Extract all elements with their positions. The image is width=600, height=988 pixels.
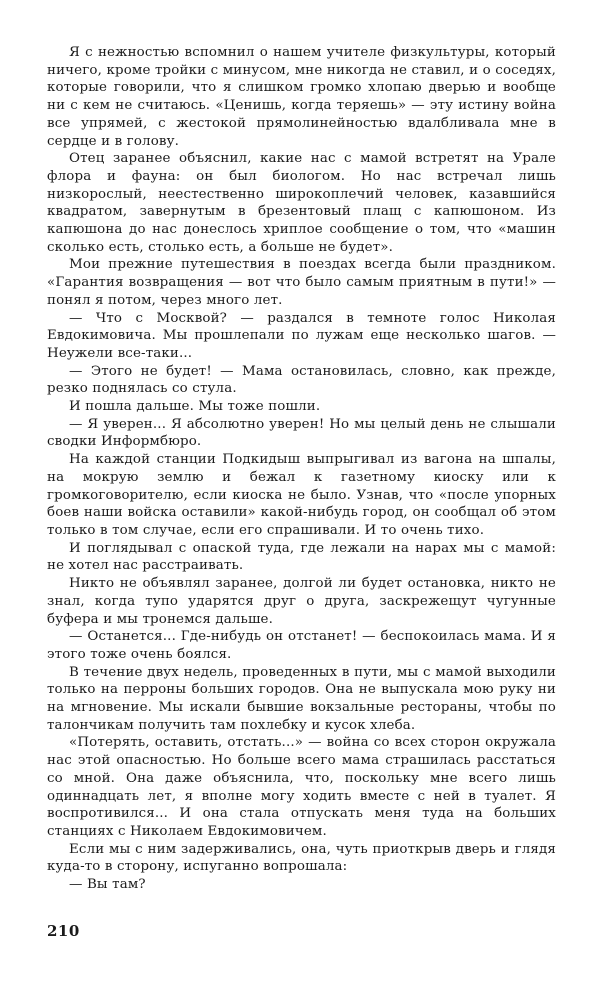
paragraph: — Вы там?	[69, 877, 146, 893]
paragraph: В течение двух недель, проведенных в пути, мы с мамой выходили только на перроны больших городов. Она не выпускала мою руку ни на мгновение. Мы искали бывшие вокзальные рестораны, чтобы по талончикам получить там похлебку и кусок хлеба.	[47, 664, 556, 733]
paragraph: — Останется... Где-нибудь он отстанет! — беспокоилась мама. И я этого тоже очень боялся.	[47, 629, 556, 662]
paragraph: Если мы с ним задерживались, она, чуть приоткрыв дверь и глядя куда-то в сторону, испуганно вопрошала:	[47, 841, 556, 875]
paragraph: — Что с Москвой? — раздался в темноте голос Николая Евдокимовича. Мы прошлепали по лужам еще несколько шагов. — Неужели все-таки...	[47, 310, 556, 361]
paragraph: «Потерять, оставить, отстать...» — война со всех сторон окружала нас этой опасностью. Но больше всего мама страшилась расстаться со мной. Она даже объяснила, что, поскольку мне всего лишь одиннадцать лет, я вполне могу ходить вместе с ней в туалет. Я воспротивился... И она стала отпускать меня туда на больших станциях с Николаем Евдокимовичем.	[47, 735, 556, 839]
paragraph: — Я уверен... Я абсолютно уверен! Но мы целый день не слышали сводки Информбюро.	[47, 416, 556, 450]
paragraph: И пошла дальше. Мы тоже пошли.	[69, 399, 321, 415]
paragraph: Мои прежние путешествия в поездах всегда были праздником. «Гарантия возвращения — вот что было самым приятным в пути!» — понял я потом, через много лет.	[47, 257, 556, 308]
body-text	[47, 44, 556, 894]
paragraph: — Этого не будет! — Мама остановилась, словно, как прежде, резко поднялась со стула.	[47, 363, 556, 397]
page-number: 210	[47, 922, 80, 940]
paragraph: На каждой станции Подкидыш выпрыгивал из вагона на шпалы, на мокрую землю и бежал к газетному киоску или к громкоговорителю, если киоска не было. Узнав, что «после упорных боев наши войска оставили» какой-нибудь город, он сообщал об этом только в том случае, если его спрашивали. И то очень тихо.	[47, 452, 556, 538]
paragraph: Отец заранее объяснил, какие нас с мамой встретят на Урале флора и фауна: он был биологом. Но нас встречал лишь низкорослый, неестественно широкоплечий человек, казавшийся квадратом, завернутым в брезентовый плащ с капюшоном. Из капюшона до нас донеслось хриплое сообщение о том, что «машин сколько есть, столько есть, а больше не будет».	[47, 151, 556, 255]
paragraph: Я с нежностью вспомнил о нашем учителе физкультуры, который ничего, кроме тройки с минусом, мне никогда не ставил, и о соседях, которые говорили, что я слишком громко хлопаю дверью и вообще ни с кем не считаюсь. «Ценишь, когда теряешь» — эту истину война все упрямей, с жестокой прямолинейностью вдалбливала мне в сердце и в голову.	[47, 45, 556, 149]
paragraph: Никто не объявлял заранее, долгой ли будет остановка, никто не знал, когда тупо ударятся друг о друга, заскрежещут чугунные буфера и мы тронемся дальше.	[47, 576, 556, 627]
paragraph: И поглядывал с опаской туда, где лежали на нарах мы с мамой: не хотел нас расстраивать.	[47, 540, 556, 574]
book-page	[47, 44, 556, 894]
